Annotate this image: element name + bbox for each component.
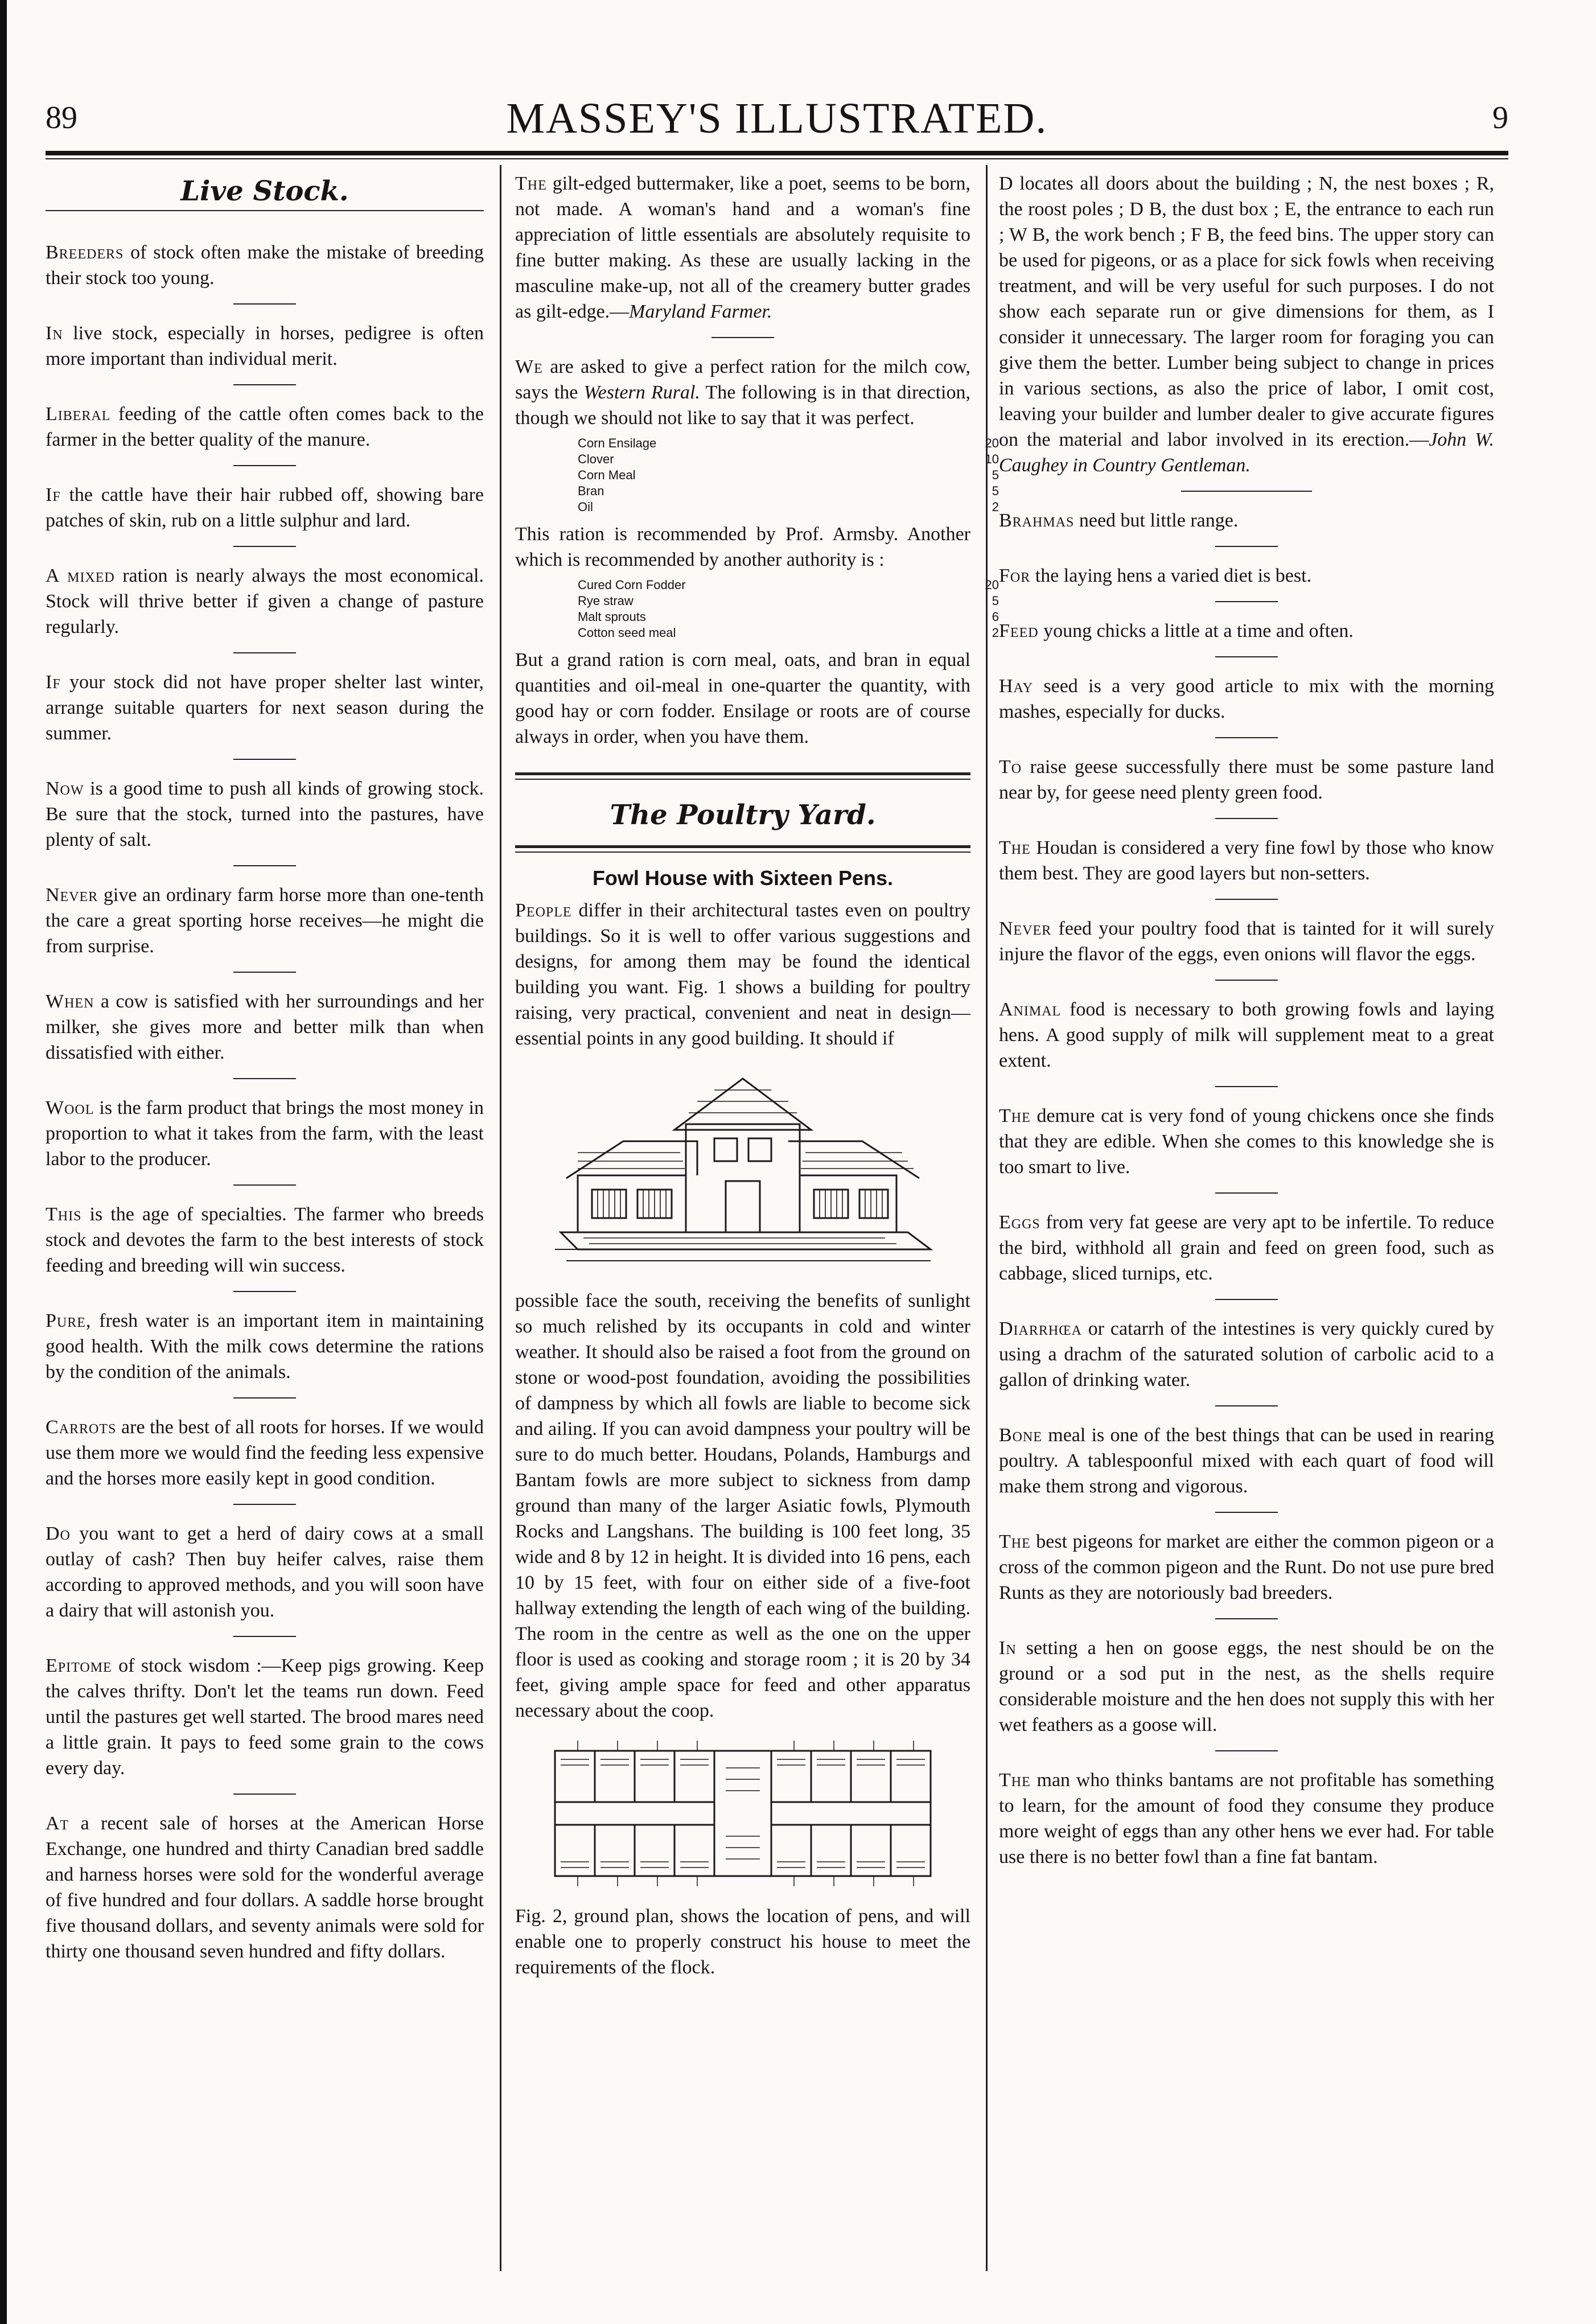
section-rule [515,772,970,775]
paragraph-text: you want to get a herd of dairy cows at a small outlay of cash? Then buy heifer calves, raise them according to approved methods, and you will soon have a dairy that will astonish you. [46,1523,484,1621]
paragraph-text: young chicks a little at a time and often. [1038,620,1354,641]
paragraph-text: is a good time to push all kinds of growing stock. Be sure that the stock, turned into the pastures, have plenty of salt. [46,778,484,850]
separator [233,546,296,547]
column-divider-1 [500,165,501,2271]
paragraph-text: need but little range. [1074,510,1239,531]
paragraph-text: demure cat is very fond of young chickens once she finds that they are edible. When she comes to this knowledge she is too smart to live. [999,1105,1494,1178]
separator [233,972,296,973]
ingredient-qty: 5 [992,468,999,482]
lead-word: If [46,672,61,693]
lead-word: A mixed [46,565,115,586]
paragraph-text: is the farm product that brings the most money in proportion to what it takes from the farm, with the least labor to the producer. [46,1097,484,1170]
paragraph-item [999,835,1494,886]
paragraph-text: of stock often make the mistake of breeding their stock too young. [46,242,484,289]
lead-word: The [999,837,1031,858]
ingredient-name: Cured Corn Fodder [578,578,686,592]
separator [233,1636,296,1637]
paragraph-text: of stock wisdom :—Keep pigs growing. Keep the calves thrifty. Don't let the teams run down. Feed until the pastures get well started. The brood mares need a little grain. It pays to feed some grain to the cows every day. [46,1655,484,1779]
paragraph-text: differ in their architectural tastes even on poultry buildings. So it is well to offer various suggestions and designs, for among them may be found the identical building you want. Fig. 1 shows a building for poultry raising, very practical, convenient and neat in design—essential points in any good building. It should if [515,900,970,1049]
ingredient-name: Corn Meal [578,468,636,482]
paragraph-item [999,1316,1494,1393]
paragraph-text: D locates all doors about the building ; N, the nest boxes ; R, the roost poles ; D B, the dust box ; E, the entrance to each run ; W B, the work bench ; F B, the feed bins. The upper story can be used for pigeons, or as a place for sick fowls when receiving treatment, and will be very useful for such purposes. I do not show each separate run or give dimensions for them, as I consider it unnecessary. The larger room for foraging you can give them the better. Lumber being subject to change in prices in various sections, as also the price of labor, I omit cost, leaving your builder and lumber dealer to give accurate figures on the material and labor involved in its erection.— [999,173,1494,450]
article-title: Fowl House with Sixteen Pens. [592,866,894,890]
lead-word: Feed [999,620,1039,641]
article-buttermaker [515,171,970,324]
paragraph-item [46,669,484,746]
article-continuation [999,171,1494,478]
ration-table-2 [578,577,999,641]
paragraph-text: meal is one of the best things that can be used in rearing poultry. A tablespoonful mixed with each quart of food will make them strong and vigorous. [999,1425,1494,1497]
paragraph-text: ration is nearly always the most economical. Stock will thrive better if given a change of pasture regularly. [46,565,484,637]
paragraph-text: a cow is satisfied with her surroundings and her milker, she gives more and better milk than when dissatisfied with either. [46,991,484,1063]
separator [233,1397,296,1398]
paragraph-item [46,1308,484,1385]
ingredient-name: Cotton seed meal [578,626,676,640]
paragraph-item [999,1210,1494,1286]
paragraph-item [46,563,484,640]
lead-word: Breeders [46,242,124,263]
section-heading-poultry-yard: The Poultry Yard. [610,799,876,831]
paragraph-text: feed your poultry food that is tainted for it will surely injure the flavor of the eggs, even onions will flavor the eggs. [999,918,1494,965]
paragraph-item [999,1422,1494,1499]
article-paragraph-2: possible face the south, receiving the benefits of sunlight so much relished by its occupants in cold and winter weather. It should also be raised a foot from the ground on stone or wood-post foundation, avoiding the possibilities of dampness by which all fowls are liable to become sick and ailing. If you can avoid dampness your poultry will be sure to do much better. Houdans, Polands, Hamburgs and Bantam fowls are more subject to sickness from damp ground than many of the larger Asiatic fowls, Plymouth Rocks and Langshans. The building is 100 feet long, 35 wide and 8 by 12 in height. It is divided into 16 pens, each 10 by 15 feet, with four on either side of a five-foot hallway extending the length of each wing of the building. The room in the centre as well as the one on the upper floor is used as cooking and storage room ; it is 20 by 34 feet, giving ample space for feed and other apparatus necessary about the coop. [515,1290,970,1721]
ingredient-qty: 2 [992,500,999,514]
ingredient-qty: 2 [992,626,999,640]
ration-row [578,451,999,467]
column-middle [515,171,999,1985]
ingredient-name: Bran [578,484,604,498]
separator [1215,980,1278,981]
paragraph-item [999,1635,1494,1738]
ingredient-name: Malt sprouts [578,610,646,624]
lead-word: For [999,565,1031,586]
paragraph-item [999,673,1494,725]
lead-word: Diarrhœa [999,1318,1082,1339]
paragraph-text: Houdan is considered a very fine fowl by those who know them best. They are good layers but non-setters. [999,837,1494,884]
paragraph-text: food is necessary to both growing fowls and laying hens. A good supply of milk will supplement meat to a great extent. [999,999,1494,1071]
ingredient-qty: 10 [985,452,999,466]
lead-word: Never [999,918,1052,939]
page-number-right: 9 [1492,100,1508,135]
paragraph-text: give an ordinary farm horse more than one-tenth the care a great sporting horse receives—he might die from surprise. [46,885,484,957]
lead-word: Animal [999,999,1062,1020]
paragraph-item [999,618,1494,644]
section-rule [515,845,970,848]
ground-plan-diagram [544,1734,942,1893]
lead-word: When [46,991,94,1012]
paragraph-item [999,997,1494,1073]
separator [1215,737,1278,738]
paragraph-item [46,1095,484,1172]
separator [1215,1750,1278,1751]
paragraph-item [999,1529,1494,1606]
separator [1215,601,1278,602]
separator [233,759,296,760]
separator [1215,818,1278,819]
masthead: MASSEY'S ILLUSTRATED. [506,94,1048,142]
article-ration [515,354,970,431]
lead-word: The [999,1770,1031,1791]
paragraph-text: the cattle have their hair rubbed off, showing bare patches of skin, rub on a little sulphur and lard. [46,484,484,531]
ingredient-qty: 5 [992,484,999,498]
paragraph-item [46,482,484,533]
paragraph-text: live stock, especially in horses, pedigree is often more important than individual merit. [46,323,484,369]
grand-ration-paragraph: But a grand ration is corn meal, oats, and bran in equal quantities and oil-meal in one-quarter the quantity, with good hay or corn fodder. Ensilage or roots are of course always in order, when you have them. [515,649,970,747]
paragraph-text: The following is in that direction, though we should not like to say that it was perfect. [515,382,970,429]
separator [233,1504,296,1505]
poultry-house-illustration [544,1062,942,1278]
section-rule-thin [515,779,970,780]
heading-rule [46,210,484,211]
ingredient-qty: 5 [992,594,999,608]
ration-row [578,499,999,515]
live-stock-items [46,240,484,1964]
separator [1215,1192,1278,1194]
paragraph-item [999,508,1494,533]
ration-note: This ration is recommended by Prof. Armsby. Another which is recommended by another authority is : [515,524,970,570]
paragraph-item [46,240,484,291]
ration-row [578,577,999,593]
ration-row [578,625,999,641]
column-live-stock [46,171,484,1969]
paragraph-text: are the best of all roots for horses. If we would use them more we would find the feeding less expensive and the horses more easily kept in good condition. [46,1417,484,1489]
separator [233,1291,296,1292]
separator [1215,1299,1278,1300]
lead-word: Wool [46,1097,94,1118]
lead-word: Now [46,778,84,799]
lead-word: Brahmas [999,510,1075,531]
lead-word: To [999,756,1022,778]
paragraph-item [46,1414,484,1491]
lead-word: People [515,900,572,921]
separator [233,303,296,305]
paragraph-item [46,1202,484,1278]
paragraph-item [46,776,484,853]
lead-word: At [46,1813,69,1834]
ration-row [578,593,999,609]
separator [1215,656,1278,657]
section-heading-live-stock: Live Stock. [180,175,349,207]
lead-word: Pure, [46,1310,92,1331]
lead-word: The [999,1105,1031,1126]
paragraph-text: or catarrh of the intestines is very quickly cured by using a drachm of the saturated solution of carbolic acid to a gallon of drinking water. [999,1318,1494,1391]
lead-word: The [999,1531,1031,1552]
lead-word: We [515,356,543,377]
ration-row [578,467,999,483]
lead-word: This [46,1204,82,1225]
lead-word: Hay [999,676,1034,697]
ingredient-name: Corn Ensilage [578,436,657,450]
lead-word: If [46,484,61,505]
separator [233,1078,296,1079]
paragraph-text: your stock did not have proper shelter last winter, arrange suitable quarters for next season during the summer. [46,672,484,744]
paragraph-item [999,563,1494,589]
ration-row [578,609,999,625]
paragraph-text: are asked to give a perfect ration for the milch cow, says the [515,356,970,403]
ingredient-qty: 20 [985,436,999,450]
paragraph-item [46,989,484,1066]
header-rule [46,151,1508,155]
separator [1215,1405,1278,1406]
ingredient-name: Oil [578,500,593,514]
ration-table-1 [578,435,999,516]
ingredient-name: Rye straw [578,594,634,608]
separator [233,865,296,866]
ration-row [578,483,999,499]
separator [1215,1086,1278,1087]
ration-row [578,435,999,451]
lead-word: Bone [999,1425,1043,1446]
paragraph-text: a recent sale of horses at the American Horse Exchange, one hundred and thirty Canadian bred saddle and harness horses were sold for the wonderful average of five hundred and four dollars. A saddle horse brought five thousand dollars, and seventy animals were sold for thirty one thousand seven hundred and fifty dollars. [46,1813,484,1962]
poultry-items [999,508,1494,1870]
lead-word: The [515,173,547,194]
paragraph-item [46,401,484,453]
paragraph-text: is the age of specialties. The farmer who breeds stock and devotes the farm to the best interests of stock feeding and breeding will win success. [46,1204,484,1276]
paragraph-text: seed is a very good article to mix with the morning mashes, especially for ducks. [999,676,1494,722]
page-number-left: 89 [46,100,77,135]
separator [233,652,296,653]
lead-word: In [46,323,63,344]
lead-word: Liberal [46,404,111,425]
source-credit: John W. Caughey in Country Gentleman. [999,429,1494,476]
paragraph-item [999,916,1494,967]
paragraph-item [999,754,1494,805]
separator [233,1794,296,1795]
separator [711,337,774,338]
figure-caption: Fig. 2, ground plan, shows the location of pens, and will enable one to properly construct his house to meet the requirements of the flock. [515,1906,970,1978]
ingredient-qty: 6 [992,610,999,624]
paragraph-item [999,1103,1494,1180]
paragraph-text: from very fat geese are very apt to be infertile. To reduce the bird, withhold all grain and feed on green food, such as cabbage, sliced turnips, etc. [999,1212,1494,1284]
paragraph-item [46,882,484,959]
separator [1215,1618,1278,1619]
article-paragraph-1 [515,898,970,1051]
paragraph-item [46,320,484,372]
separator [233,384,296,385]
paragraph-item [999,1767,1494,1870]
header-rule-thin [46,158,1508,159]
lead-word: Eggs [999,1212,1040,1233]
paragraph-text: feeding of the cattle often comes back to the farmer in the better quality of the manure. [46,404,484,450]
paragraph-text: man who thinks bantams are not profitable has something to learn, for the amount of food they consume they produce more weight of eggs than any other hens we ever had. For table use there is no better fowl than a fine fat bantam. [999,1770,1494,1868]
lead-word: In [999,1638,1017,1659]
paragraph-text: gilt-edged buttermaker, like a poet, seems to be born, not made. A woman's hand and a woman's fine appreciation of little essentials are absolutely requisite to fine butter making. As these are usually lacking in the masculine make-up, not all of the creamery butter grades as gilt-edge.— [515,173,970,322]
paragraph-item [46,1521,484,1623]
lead-word: Never [46,885,98,906]
source-credit: Maryland Farmer. [629,301,772,322]
paragraph-text: the laying hens a varied diet is best. [1030,565,1312,586]
separator [1215,899,1278,900]
section-rule-thin [515,852,970,853]
separator [1181,491,1312,492]
page-header [46,94,1508,151]
paragraph-text: raise geese successfully there must be some pasture land near by, for geese need plenty green food. [999,756,1494,803]
paragraph-text: fresh water is an important item in maintaining good health. With the milk cows determine the rations by the condition of the animals. [46,1310,484,1383]
paragraph-text: best pigeons for market are either the common pigeon or a cross of the common pigeon and the Runt. Do not use pure bred Runts as they are notoriously bad breeders. [999,1531,1494,1603]
lead-word: Epitome [46,1655,112,1676]
column-poultry-notes [999,171,1494,1874]
separator [1215,1512,1278,1513]
ingredient-qty: 20 [985,578,999,592]
paragraph-item [46,1653,484,1781]
ingredient-name: Clover [578,452,614,466]
paragraph-item [46,1811,484,1964]
separator [233,1184,296,1186]
source-credit: Western Rural. [583,382,700,403]
separator [1215,546,1278,547]
lead-word: Do [46,1523,71,1544]
separator [233,465,296,466]
paragraph-text: setting a hen on goose eggs, the nest should be on the ground or a sod put in the nest, as the shells require considerable moisture and the hen does not supply this with her wet feathers as a goose will. [999,1638,1494,1735]
page-edge-bar [0,0,7,2324]
lead-word: Carrots [46,1417,117,1438]
